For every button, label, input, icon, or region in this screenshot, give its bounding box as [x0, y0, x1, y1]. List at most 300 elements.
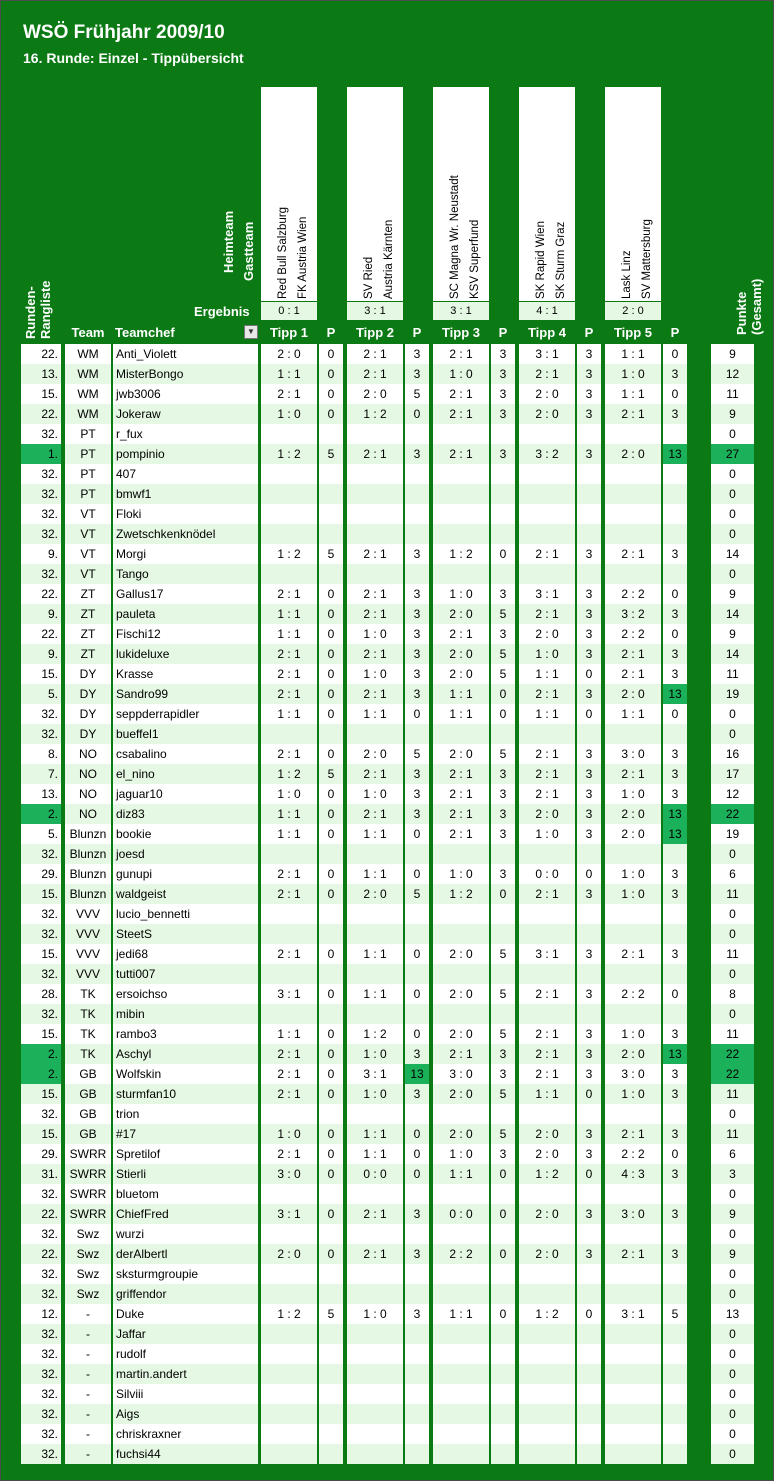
points-4-cell: 3: [577, 624, 601, 644]
points-2-cell: 0: [405, 704, 429, 724]
points-2-cell: 3: [405, 444, 429, 464]
rank-cell: 32.: [21, 1184, 61, 1204]
table-row: [1, 1264, 773, 1284]
rank-cell: 32.: [21, 464, 61, 484]
points-2-cell: 3: [405, 344, 429, 364]
tipp-2-cell: [347, 1404, 403, 1424]
team-cell: SWRR: [65, 1164, 111, 1184]
points-1-cell: [319, 524, 343, 544]
tipp-4-cell: [519, 564, 575, 584]
points-2-cell: [405, 484, 429, 504]
table-row: [1, 1084, 773, 1104]
team-cell: -: [65, 1404, 111, 1424]
tipp-1-cell: [261, 1364, 317, 1384]
points-5-cell: 3: [663, 1064, 687, 1084]
points-2-cell: [405, 524, 429, 544]
points-5-cell: 3: [663, 1024, 687, 1044]
tipp-4-cell: 1 : 2: [519, 1164, 575, 1184]
points-1-cell: 0: [319, 1044, 343, 1064]
tipp-1-cell: 2 : 1: [261, 1144, 317, 1164]
teamchef-cell: Fischi12: [113, 624, 258, 644]
tipp-2-cell: [347, 1364, 403, 1384]
tipp-1-cell: [261, 724, 317, 744]
total-points-cell: 0: [711, 904, 754, 924]
team-cell: ZT: [65, 584, 111, 604]
header-tipp-3: Tipp 3: [441, 325, 481, 340]
tipp-5-cell: 2 : 2: [605, 624, 661, 644]
tipp-3-cell: 2 : 0: [433, 664, 489, 684]
points-2-cell: 5: [405, 384, 429, 404]
points-3-cell: 3: [491, 804, 515, 824]
points-2-cell: [405, 1344, 429, 1364]
tipp-2-cell: 1 : 0: [347, 1044, 403, 1064]
tipp-2-cell: [347, 424, 403, 444]
team-cell: TK: [65, 1004, 111, 1024]
table-row: [1, 1144, 773, 1164]
team-cell: GB: [65, 1104, 111, 1124]
points-4-cell: [577, 424, 601, 444]
points-1-cell: 0: [319, 384, 343, 404]
points-5-cell: 3: [663, 604, 687, 624]
points-2-cell: 0: [405, 1024, 429, 1044]
match-5-result: 2 : 0: [605, 302, 661, 320]
team-cell: VVV: [65, 964, 111, 984]
teamchef-cell: Floki: [113, 504, 258, 524]
points-1-cell: 0: [319, 1124, 343, 1144]
tipp-1-cell: [261, 1444, 317, 1464]
tipp-2-cell: 2 : 1: [347, 544, 403, 564]
tipp-5-cell: [605, 1324, 661, 1344]
tipp-3-cell: [433, 1184, 489, 1204]
tipp-5-cell: [605, 964, 661, 984]
points-4-cell: 3: [577, 1124, 601, 1144]
tipp-5-cell: 4 : 3: [605, 1164, 661, 1184]
tipp-5-cell: 1 : 0: [605, 784, 661, 804]
team-cell: VT: [65, 564, 111, 584]
points-3-cell: 3: [491, 384, 515, 404]
total-points-cell: 14: [711, 604, 754, 624]
points-1-cell: 0: [319, 364, 343, 384]
tipp-4-cell: 2 : 0: [519, 1144, 575, 1164]
tipp-5-cell: 2 : 0: [605, 1044, 661, 1064]
tipp-3-cell: [433, 844, 489, 864]
total-points-cell: 22: [711, 804, 754, 824]
teamchef-cell: Aigs: [113, 1404, 258, 1424]
teamchef-cell: ChiefFred: [113, 1204, 258, 1224]
match-4-result: 4 : 1: [519, 302, 575, 320]
tipp-2-cell: 2 : 1: [347, 604, 403, 624]
header-team: Team: [71, 325, 105, 340]
tipp-4-cell: 2 : 0: [519, 404, 575, 424]
tipp-1-cell: [261, 504, 317, 524]
points-1-cell: [319, 924, 343, 944]
rank-cell: 32.: [21, 524, 61, 544]
tipp-3-cell: [433, 1324, 489, 1344]
tipp-2-cell: 0 : 0: [347, 1164, 403, 1184]
table-row: [1, 1184, 773, 1204]
total-points-cell: 27: [711, 444, 754, 464]
tipp-5-cell: 1 : 0: [605, 884, 661, 904]
tipp-5-cell: 2 : 2: [605, 584, 661, 604]
points-4-cell: 0: [577, 1304, 601, 1324]
points-3-cell: 5: [491, 1084, 515, 1104]
points-4-cell: 3: [577, 984, 601, 1004]
team-cell: -: [65, 1324, 111, 1344]
points-5-cell: 13: [663, 804, 687, 824]
points-5-cell: 0: [663, 384, 687, 404]
rank-cell: 32.: [21, 1104, 61, 1124]
teamchef-cell: Aschyl: [113, 1044, 258, 1064]
points-1-cell: 0: [319, 624, 343, 644]
tipp-1-cell: 1 : 1: [261, 824, 317, 844]
tipp-5-cell: 3 : 0: [605, 1064, 661, 1084]
tipp-1-cell: [261, 564, 317, 584]
points-1-cell: [319, 1224, 343, 1244]
tipp-4-cell: [519, 424, 575, 444]
points-5-cell: 0: [663, 1144, 687, 1164]
tipp-4-cell: [519, 1424, 575, 1444]
tipp-4-cell: 2 : 1: [519, 1064, 575, 1084]
match-2-home: SV Ried: [363, 256, 375, 299]
total-points-cell: 0: [711, 484, 754, 504]
points-1-cell: 0: [319, 604, 343, 624]
points-3-cell: 3: [491, 1144, 515, 1164]
points-4-cell: 3: [577, 684, 601, 704]
points-3-cell: [491, 1384, 515, 1404]
points-1-cell: 0: [319, 984, 343, 1004]
points-2-cell: [405, 504, 429, 524]
teamchef-cell: ersoichso: [113, 984, 258, 1004]
points-5-cell: [663, 424, 687, 444]
tipp-2-cell: 1 : 1: [347, 984, 403, 1004]
rank-cell: 9.: [21, 644, 61, 664]
points-5-cell: [663, 844, 687, 864]
table-row: [1, 1024, 773, 1044]
tipp-2-cell: 2 : 1: [347, 1204, 403, 1224]
tipp-2-cell: [347, 1004, 403, 1024]
tipp-1-cell: [261, 464, 317, 484]
table-row: [1, 1124, 773, 1144]
tipp-2-cell: 1 : 1: [347, 824, 403, 844]
tipp-3-cell: [433, 724, 489, 744]
team-cell: DY: [65, 684, 111, 704]
points-4-cell: 3: [577, 384, 601, 404]
points-3-cell: 0: [491, 1244, 515, 1264]
points-1-cell: [319, 1184, 343, 1204]
points-2-cell: 3: [405, 1204, 429, 1224]
tipp-5-cell: [605, 1444, 661, 1464]
points-1-cell: [319, 1424, 343, 1444]
table-row: [1, 904, 773, 924]
tipp-3-cell: [433, 484, 489, 504]
points-2-cell: [405, 424, 429, 444]
teamchef-cell: MisterBongo: [113, 364, 258, 384]
page-subtitle: 16. Runde: Einzel - Tippübersicht: [23, 50, 244, 66]
table-row: [1, 1304, 773, 1324]
tipp-4-cell: [519, 484, 575, 504]
points-1-cell: [319, 1404, 343, 1424]
tipp-1-cell: 1 : 1: [261, 804, 317, 824]
points-5-cell: 0: [663, 984, 687, 1004]
teamchef-cell: sksturmgroupie: [113, 1264, 258, 1284]
table-row: [1, 464, 773, 484]
table-row: [1, 404, 773, 424]
tipp-4-cell: 1 : 1: [519, 1084, 575, 1104]
tipp-3-cell: 2 : 0: [433, 1124, 489, 1144]
team-cell: Blunzn: [65, 884, 111, 904]
points-2-cell: 0: [405, 404, 429, 424]
total-points-cell: 9: [711, 1244, 754, 1264]
team-cell: NO: [65, 804, 111, 824]
tipp-5-cell: 2 : 0: [605, 804, 661, 824]
tipp-5-cell: 2 : 0: [605, 824, 661, 844]
points-4-cell: [577, 1444, 601, 1464]
rank-cell: 32.: [21, 424, 61, 444]
tipp-5-cell: [605, 504, 661, 524]
tipp-1-cell: 1 : 0: [261, 404, 317, 424]
tipp-5-cell: 1 : 0: [605, 1084, 661, 1104]
tipp-2-cell: [347, 1324, 403, 1344]
tipp-2-cell: [347, 1184, 403, 1204]
tipp-4-cell: [519, 1344, 575, 1364]
total-points-cell: 17: [711, 764, 754, 784]
total-points-cell: 0: [711, 1344, 754, 1364]
tipp-2-cell: [347, 1424, 403, 1444]
tipp-5-cell: 1 : 1: [605, 704, 661, 724]
tipp-5-cell: [605, 844, 661, 864]
filter-dropdown-button[interactable]: ▼: [244, 325, 258, 339]
tipp-2-cell: 2 : 1: [347, 1244, 403, 1264]
rank-cell: 5.: [21, 684, 61, 704]
tipp-4-cell: 2 : 0: [519, 1124, 575, 1144]
teamchef-cell: jaguar10: [113, 784, 258, 804]
points-4-cell: [577, 844, 601, 864]
total-points-cell: 0: [711, 504, 754, 524]
total-points-cell: 0: [711, 1364, 754, 1384]
total-points-cell: 0: [711, 1424, 754, 1444]
points-2-cell: [405, 964, 429, 984]
tipp-2-cell: [347, 1344, 403, 1364]
tipp-1-cell: 1 : 2: [261, 444, 317, 464]
tipp-2-cell: [347, 904, 403, 924]
team-cell: VT: [65, 524, 111, 544]
tipp-1-cell: 2 : 1: [261, 884, 317, 904]
teamchef-cell: rudolf: [113, 1344, 258, 1364]
teamchef-cell: csabalino: [113, 744, 258, 764]
team-cell: Swz: [65, 1264, 111, 1284]
teamchef-cell: mibin: [113, 1004, 258, 1024]
points-4-cell: 3: [577, 1044, 601, 1064]
points-1-cell: 5: [319, 544, 343, 564]
team-cell: WM: [65, 404, 111, 424]
points-1-cell: 5: [319, 1304, 343, 1324]
tipp-2-cell: [347, 524, 403, 544]
tipp-5-cell: 1 : 0: [605, 864, 661, 884]
teamchef-cell: waldgeist: [113, 884, 258, 904]
points-5-cell: 3: [663, 664, 687, 684]
team-cell: NO: [65, 784, 111, 804]
points-3-cell: 3: [491, 344, 515, 364]
points-2-cell: 5: [405, 744, 429, 764]
match-1-home: Red Bull Salzburg: [277, 206, 289, 299]
team-cell: TK: [65, 1024, 111, 1044]
points-2-cell: 3: [405, 584, 429, 604]
table-row: [1, 1104, 773, 1124]
points-1-cell: 0: [319, 1024, 343, 1044]
points-4-cell: [577, 904, 601, 924]
tipp-3-cell: 3 : 0: [433, 1064, 489, 1084]
points-4-cell: 0: [577, 1084, 601, 1104]
tipp-5-cell: [605, 1364, 661, 1384]
table-row: [1, 344, 773, 364]
points-2-cell: 0: [405, 984, 429, 1004]
points-3-cell: 5: [491, 984, 515, 1004]
tipp-4-cell: [519, 464, 575, 484]
tipp-4-cell: 2 : 0: [519, 1244, 575, 1264]
points-2-cell: 3: [405, 664, 429, 684]
header-tipp-1: Tipp 1: [269, 325, 309, 340]
points-4-cell: [577, 1404, 601, 1424]
points-3-cell: 3: [491, 1044, 515, 1064]
points-1-cell: 0: [319, 1164, 343, 1184]
points-4-cell: 3: [577, 944, 601, 964]
points-3-cell: 5: [491, 644, 515, 664]
rank-cell: 22.: [21, 1244, 61, 1264]
points-5-cell: [663, 1004, 687, 1024]
table-row: [1, 844, 773, 864]
teamchef-cell: Sandro99: [113, 684, 258, 704]
points-1-cell: [319, 1384, 343, 1404]
points-2-cell: 3: [405, 544, 429, 564]
table-row: [1, 704, 773, 724]
tipp-2-cell: 1 : 0: [347, 624, 403, 644]
points-4-cell: 0: [577, 864, 601, 884]
rank-cell: 32.: [21, 1324, 61, 1344]
total-points-cell: 0: [711, 844, 754, 864]
points-3-cell: 3: [491, 444, 515, 464]
rank-cell: 13.: [21, 784, 61, 804]
points-4-cell: 3: [577, 884, 601, 904]
table-row: [1, 1204, 773, 1224]
tipp-4-cell: 2 : 1: [519, 684, 575, 704]
rank-cell: 15.: [21, 944, 61, 964]
points-1-cell: [319, 484, 343, 504]
points-3-cell: 5: [491, 604, 515, 624]
tipp-5-cell: 2 : 2: [605, 1144, 661, 1164]
points-1-cell: [319, 724, 343, 744]
points-4-cell: 3: [577, 824, 601, 844]
tipp-5-cell: 2 : 1: [605, 404, 661, 424]
points-2-cell: 13: [405, 1064, 429, 1084]
table-row: [1, 604, 773, 624]
tipp-1-cell: 1 : 1: [261, 364, 317, 384]
points-5-cell: [663, 1284, 687, 1304]
tipp-1-cell: 1 : 0: [261, 1124, 317, 1144]
tipp-2-cell: [347, 564, 403, 584]
points-2-cell: [405, 1364, 429, 1384]
points-2-cell: [405, 464, 429, 484]
tipp-1-cell: 2 : 0: [261, 344, 317, 364]
points-1-cell: 0: [319, 744, 343, 764]
teamchef-cell: r_fux: [113, 424, 258, 444]
points-5-cell: 13: [663, 824, 687, 844]
tipp-5-cell: [605, 1104, 661, 1124]
points-4-cell: 3: [577, 604, 601, 624]
points-4-cell: 3: [577, 764, 601, 784]
points-1-cell: 5: [319, 764, 343, 784]
rank-cell: 15.: [21, 884, 61, 904]
points-3-cell: [491, 1184, 515, 1204]
table-row: [1, 1364, 773, 1384]
tipp-4-cell: 3 : 2: [519, 444, 575, 464]
team-cell: Swz: [65, 1284, 111, 1304]
tipp-4-cell: 1 : 1: [519, 704, 575, 724]
rank-cell: 32.: [21, 1424, 61, 1444]
table-row: [1, 764, 773, 784]
runden-rangliste-label: Runden-Rangliste: [23, 280, 53, 339]
points-1-cell: [319, 1004, 343, 1024]
tipp-4-cell: 3 : 1: [519, 584, 575, 604]
points-5-cell: [663, 1364, 687, 1384]
rank-cell: 22.: [21, 344, 61, 364]
total-points-cell: 11: [711, 384, 754, 404]
points-3-cell: 0: [491, 1204, 515, 1224]
rank-cell: 15.: [21, 384, 61, 404]
total-points-cell: 0: [711, 1264, 754, 1284]
points-3-cell: 3: [491, 404, 515, 424]
points-5-cell: [663, 1184, 687, 1204]
points-5-cell: [663, 724, 687, 744]
tipp-5-cell: [605, 904, 661, 924]
points-5-cell: [663, 1384, 687, 1404]
tipp-3-cell: 2 : 0: [433, 604, 489, 624]
table-row: [1, 1384, 773, 1404]
tipp-5-cell: 2 : 0: [605, 444, 661, 464]
table-row: [1, 784, 773, 804]
tipp-3-cell: [433, 1384, 489, 1404]
points-1-cell: 0: [319, 1244, 343, 1264]
tipp-1-cell: 2 : 1: [261, 1044, 317, 1064]
points-1-cell: 0: [319, 1204, 343, 1224]
points-2-cell: [405, 724, 429, 744]
tipp-2-cell: 2 : 1: [347, 764, 403, 784]
points-5-cell: 3: [663, 884, 687, 904]
points-5-cell: [663, 1424, 687, 1444]
points-5-cell: 3: [663, 1164, 687, 1184]
teamchef-cell: martin.andert: [113, 1364, 258, 1384]
tipp-3-cell: 2 : 1: [433, 824, 489, 844]
points-4-cell: 0: [577, 1164, 601, 1184]
tipp-2-cell: [347, 724, 403, 744]
tipp-5-cell: 3 : 1: [605, 1304, 661, 1324]
teamchef-cell: Jaffar: [113, 1324, 258, 1344]
points-4-cell: 0: [577, 704, 601, 724]
points-4-cell: 3: [577, 364, 601, 384]
tipp-3-cell: [433, 1104, 489, 1124]
team-cell: SWRR: [65, 1144, 111, 1164]
total-points-cell: 11: [711, 944, 754, 964]
teamchef-cell: pompinio: [113, 444, 258, 464]
teamchef-cell: wurzi: [113, 1224, 258, 1244]
points-3-cell: 3: [491, 764, 515, 784]
points-2-cell: 0: [405, 1124, 429, 1144]
points-3-cell: 5: [491, 744, 515, 764]
tipp-3-cell: [433, 524, 489, 544]
table-row: [1, 884, 773, 904]
points-3-cell: [491, 1104, 515, 1124]
rank-cell: 32.: [21, 724, 61, 744]
points-5-cell: 13: [663, 1044, 687, 1064]
